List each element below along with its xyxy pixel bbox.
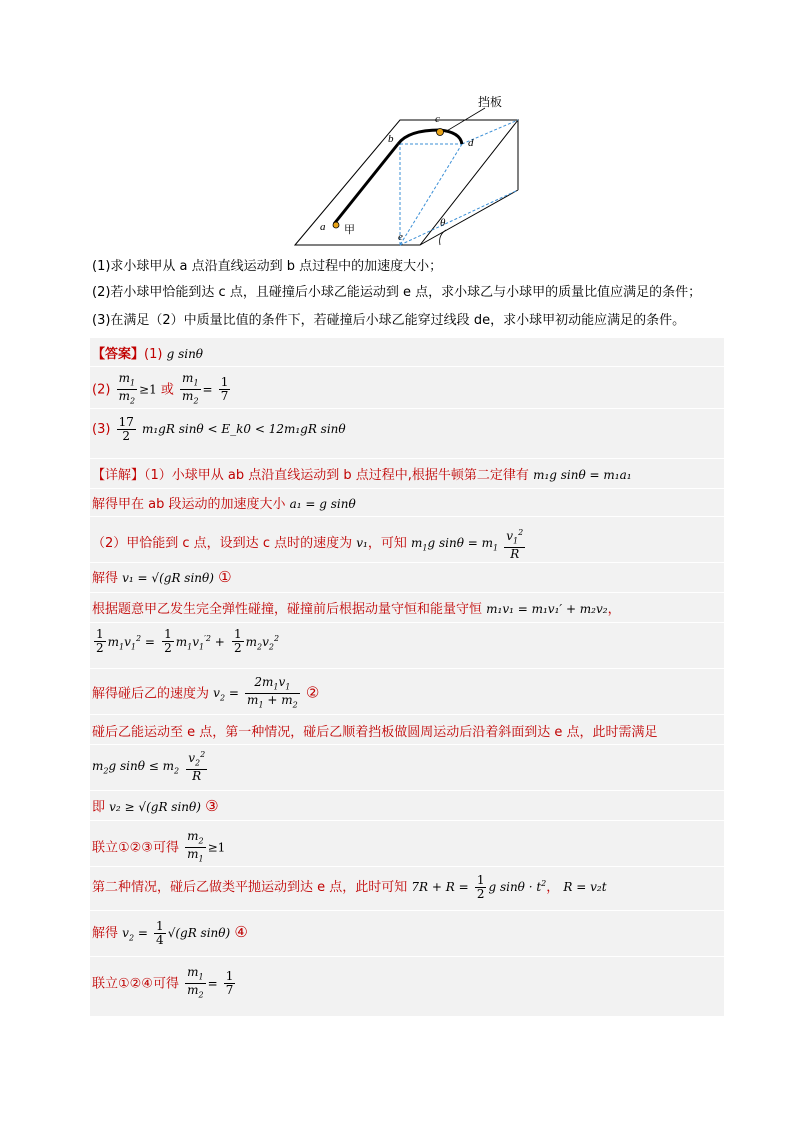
ball-jia-label: 甲 xyxy=(344,224,355,236)
answer-row-3: (3) $\frac{17}{2}$ m₁gR sinθ < E_k0 < 12m₁gR sinθ xyxy=(90,408,724,459)
answer-or: 或 xyxy=(160,382,174,398)
point-a-label: a xyxy=(320,221,326,233)
answer-p3: (3) xyxy=(92,422,111,437)
solution-s5: 根据题意甲乙发生完全弹性碰撞，碰撞前后根据动量守恒和能量守恒 xyxy=(92,602,483,617)
solution-row-14: 联立①②④可得 $\frac{m_1}{m_2}$ = $\frac{1}{7}$ xyxy=(92,965,234,1000)
solution-s1-expr: m₁g sinθ = m₁a₁ xyxy=(533,468,632,482)
point-c-label: c xyxy=(435,113,440,125)
point-e-label: e xyxy=(398,231,403,243)
solution-s10: 即 xyxy=(92,800,106,815)
solution-s12-expr2: R = v₂t xyxy=(563,880,607,894)
solution-s5-expr: m₁v₁ = m₁v₁′ + m₂v₂ xyxy=(486,602,608,616)
solution-row-2 xyxy=(90,488,724,517)
solution-row-7: 解得碰后乙的速度为 $v_2$ = $\frac{2m_1v_1}{m_1 + m_2}$ ② xyxy=(90,668,724,715)
solution-row-5 xyxy=(90,592,724,623)
solution-s2: 解得甲在 ab 段运动的加速度大小 xyxy=(92,497,286,512)
solution-s7: 解得碰后乙的速度为 xyxy=(92,686,210,702)
answer-row-2: (2) $\frac{m_1}{m_2}$ ≥1 或 $\frac{m_1}{m_2}$ = $\frac{1}{7}$ xyxy=(90,366,724,409)
answer-p3-expr: m₁gR sinθ < E_k0 < 12m₁gR sinθ xyxy=(141,422,346,436)
solution-s2-expr: a₁ = g sinθ xyxy=(289,497,356,511)
solution-s5-end: ， xyxy=(607,602,621,617)
solution-s1: （1）小球甲从 ab 点沿直线运动到 b 点过程中,根据牛顿第二定律有 xyxy=(144,468,529,483)
solution-row-10 xyxy=(90,790,724,821)
answer-p1-expr: g sinθ xyxy=(166,347,204,361)
solution-s3-v: v₁ xyxy=(356,536,368,551)
answer-row-1 xyxy=(90,338,724,367)
solution-s4-expr: v₁ = √(gR sinθ) xyxy=(122,571,214,585)
solution-s13: 解得 xyxy=(92,926,119,941)
angle-label: θ xyxy=(440,217,446,229)
solution-s10-expr: v₂ ≥ √(gR sinθ) xyxy=(109,800,201,814)
solution-row-13: 解得 $v_2$ = $\frac{1}{4}$ √(gR sinθ) ④ xyxy=(90,910,724,957)
answer-tag: 【答案】 xyxy=(92,347,145,362)
solution-row-1 xyxy=(90,458,724,489)
answer-p2: (2) xyxy=(92,382,111,398)
solution-tag: 【详解】 xyxy=(92,468,145,483)
solution-row-4 xyxy=(90,562,724,593)
solution-s11: 联立①②③可得 xyxy=(92,840,179,856)
solution-s12-end: ， xyxy=(546,880,560,895)
solution-s3: （2）甲恰能到 c 点，设到达 c 点时的速度为 xyxy=(92,536,353,552)
solution-s12: 第二种情况，碰后乙做类平抛运动到达 e 点，此时可知 xyxy=(92,880,408,895)
incline-figure xyxy=(290,92,530,252)
solution-s8: 碰后乙能运动至 e 点，第一种情况，碰后乙顺着挡板做圆周运动后沿着斜面到达 e 点，此时需满足 xyxy=(92,725,658,740)
solution-row-11: 联立①②③可得 $\frac{m_2}{m_1}$ ≥1 xyxy=(90,820,724,867)
point-b-label: b xyxy=(388,133,394,145)
circled-3: ③ xyxy=(205,797,219,815)
solution-s3-mid: ，可知 xyxy=(367,536,407,552)
answer-p1: (1) xyxy=(144,347,163,362)
circled-2: ② xyxy=(305,683,320,702)
solution-s14: 联立①②④可得 xyxy=(92,976,179,992)
solution-row-9: $m_2g$ $\sin\theta \le m_2$ $\frac{v_2^2}{R}$ xyxy=(90,744,724,791)
question-3: (3)在满足（2）中质量比值的条件下，若碰撞后小球乙能穿过线段 de，求小球甲初动能应满足的条件。 xyxy=(92,313,686,328)
circled-1: ① xyxy=(218,568,232,586)
circled-4: ④ xyxy=(234,923,248,941)
solution-row-6: $\frac{1}{2}$ $m_1v_1^2$ = $\frac{1}{2}$ $m_1v_1^{'2}$ + $\frac{1}{2}$ $m_2v_2^2$ xyxy=(90,622,724,669)
point-d-label: d xyxy=(468,137,474,149)
solution-row-8 xyxy=(90,714,724,745)
solution-row-3: （2）甲恰能到 c 点，设到达 c 点时的速度为 v₁，可知 $m_1g$ $\sin\theta = m_1$ $\frac{v_1^2}{R}$ xyxy=(90,516,724,563)
solution-s4: 解得 xyxy=(92,571,119,586)
answer-block xyxy=(90,338,724,1016)
baffle-label: 挡板 xyxy=(478,95,503,109)
question-2: (2)若小球甲恰能到达 c 点，且碰撞后小球乙能运动到 e 点，求小球乙与小球甲的质量比值应满足的条件； xyxy=(92,285,702,300)
solution-row-12: 第二种情况，碰后乙做类平抛运动到达 e 点，此时可知 7R + R = $\frac{1}{2}$ g $\sin\theta \cdot t^2$， R = v₂t xyxy=(90,866,724,911)
question-1: (1)求小球甲从 a 点沿直线运动到 b 点过程中的加速度大小； xyxy=(92,259,443,274)
